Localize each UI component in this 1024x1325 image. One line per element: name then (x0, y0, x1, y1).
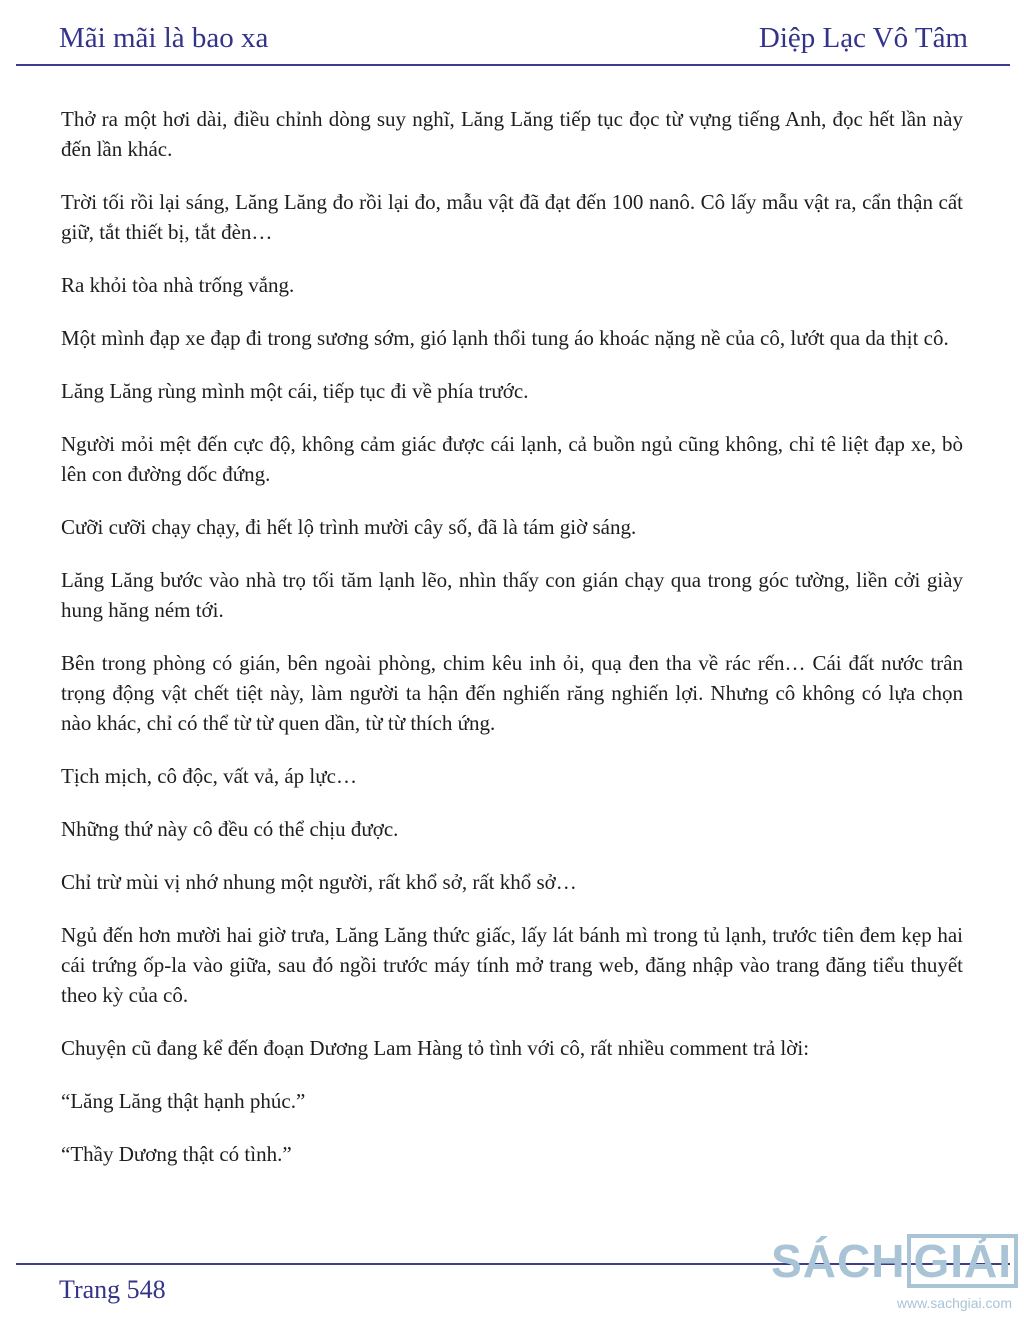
watermark-url: www.sachgiai.com (896, 1295, 1012, 1311)
paragraph-11: Những thứ này cô đều có thể chịu được. (61, 817, 399, 841)
paragraph-12: Chỉ trừ mùi vị nhớ nhung một người, rất khổ sở, rất khổ sở… (61, 870, 577, 894)
watermark (771, 1218, 1018, 1318)
page-number: Trang 548 (59, 1275, 166, 1304)
paragraph-3: Ra khỏi tòa nhà trống vắng. (61, 273, 295, 297)
paragraph-6: Người mỏi mệt đến cực độ, không cảm giác được cái lạnh, cả buồn ngủ cũng không, chỉ tê liệt đạp xe, bò lên con đường dốc đứng. (61, 432, 963, 486)
paragraph-4: Một mình đạp xe đạp đi trong sương sớm, gió lạnh thổi tung áo khoác nặng nề của cô, lướt qua da thịt cô. (61, 326, 949, 350)
paragraph-9: Bên trong phòng có gián, bên ngoài phòng, chim kêu inh ỏi, quạ đen tha về rác rến… Cái đất nước trân trọng động vật chết tiệt này, làm người ta hận đến nghiến răng nghiến lợi. Nhưng cô không có lựa chọn nào khác, chỉ có thể từ từ quen dần, từ từ thích ứng. (61, 651, 963, 735)
watermark-logo (771, 1234, 1018, 1288)
body-text (61, 104, 963, 1192)
paragraph-5: Lăng Lăng rùng mình một cái, tiếp tục đi về phía trước. (61, 379, 529, 403)
watermark-logo-text: SÁCH (771, 1235, 906, 1287)
paragraph-14: Chuyện cũ đang kể đến đoạn Dương Lam Hàng tỏ tình với cô, rất nhiều comment trả lời: (61, 1036, 810, 1060)
paragraph-13: Ngủ đến hơn mười hai giờ trưa, Lăng Lăng thức giấc, lấy lát bánh mì trong tủ lạnh, trước tiên đem kẹp hai cái trứng ốp-la vào giữa, sau đó ngồi trước máy tính mở trang web, đăng nhập vào trang đăng tiểu thuyết theo kỳ của cô. (61, 923, 963, 1007)
book-title: Mãi mãi là bao xa (59, 22, 269, 54)
paragraph-1: Thở ra một hơi dài, điều chỉnh dòng suy nghĩ, Lăng Lăng tiếp tục đọc từ vựng tiếng Anh, đọc hết lần này đến lần khác. (61, 107, 963, 161)
paragraph-7: Cưỡi cưỡi chạy chạy, đi hết lộ trình mười cây số, đã là tám giờ sáng. (61, 515, 637, 539)
watermark-logo-box: GIẢI (907, 1234, 1018, 1288)
paragraph-16: “Thầy Dương thật có tình.” (61, 1142, 292, 1166)
paragraph-2: Trời tối rồi lại sáng, Lăng Lăng đo rồi lại đo, mẫu vật đã đạt đến 100 nanô. Cô lấy mẫu vật ra, cẩn thận cất giữ, tắt thiết bị, tắt đèn… (61, 190, 963, 244)
author-name: Diệp Lạc Vô Tâm (758, 22, 968, 54)
paragraph-10: Tịch mịch, cô độc, vất vả, áp lực… (61, 764, 357, 788)
page-header (16, 0, 1010, 66)
paragraph-15: “Lăng Lăng thật hạnh phúc.” (61, 1089, 306, 1113)
paragraph-8: Lăng Lăng bước vào nhà trọ tối tăm lạnh lẽo, nhìn thấy con gián chạy qua trong góc tường, liền cởi giày hung hăng ném tới. (61, 568, 963, 622)
